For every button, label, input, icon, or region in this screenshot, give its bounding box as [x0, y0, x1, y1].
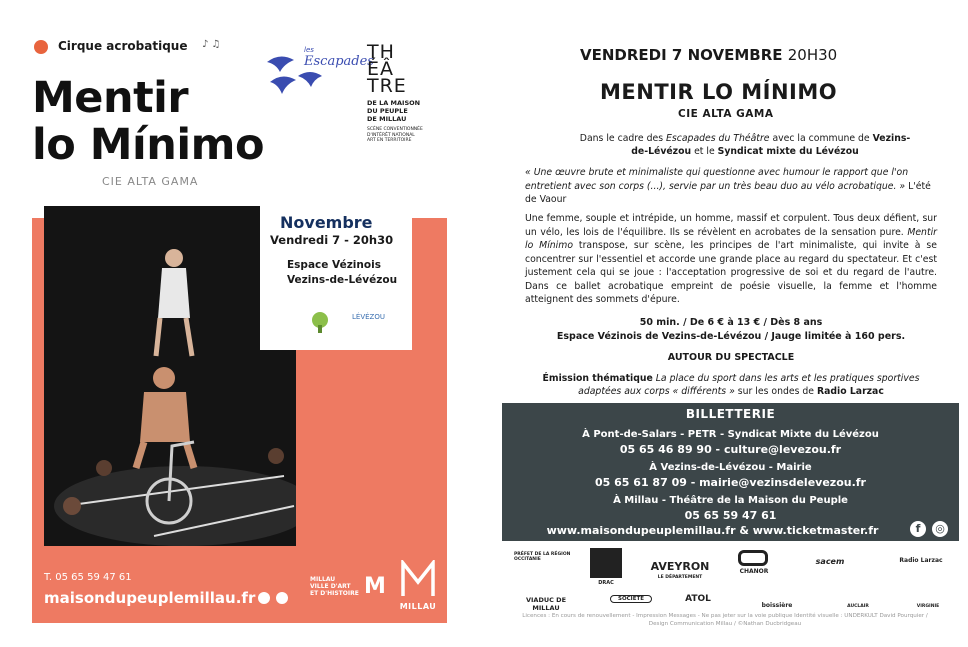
- sponsor-aveyron-sub: LE DÉPARTEMENT: [657, 575, 703, 580]
- sponsor-sacem: sacem: [815, 557, 845, 566]
- website-link[interactable]: maisondupeuplemillau.fr: [44, 589, 256, 607]
- event-date-text: VENDREDI 7 NOVEMBRE: [580, 46, 783, 64]
- facebook-icon[interactable]: f: [910, 521, 926, 537]
- body-part1: Une femme, souple et intrépide, un homme, massif et corpulent. Tous deux défient, sur un vélo, les lois de l'équilibre. Ils se révèlent en acrobates de la sensation pure.: [525, 213, 937, 238]
- ticketing-line6: 05 65 59 47 61: [684, 509, 777, 522]
- mvah-line1: MILLAU: [310, 576, 336, 583]
- emission-radio: Radio Larzac: [816, 386, 884, 397]
- sponsor-auclair: AUCLAIR: [847, 604, 869, 609]
- sponsor-drac-logo: [590, 548, 622, 578]
- emission-text: [525, 372, 937, 398]
- body-italic: Mentir lo Mínimo: [525, 226, 937, 251]
- emission-tail: sur les ondes de: [734, 386, 817, 397]
- theatre-logo-tiny3: ART EN TERRITOIRE: [367, 138, 412, 143]
- theatre-logo-sub3: DE MILLAU: [367, 115, 407, 123]
- mvah-letter: M: [364, 574, 386, 599]
- event-town: Vezins-de-Lévézou: [287, 274, 398, 286]
- mvah-line2: VILLE D'ART: [310, 583, 351, 590]
- ticketing-line1: À Pont-de-Salars - PETR - Syndicat Mixte du Lévézou: [582, 429, 879, 440]
- ticketing-line5: À Millau - Théâtre de la Maison du Peuple: [613, 495, 848, 506]
- cadre-syndicat: Syndicat mixte du Lévézou: [717, 146, 859, 157]
- left-flyer: [12, 30, 452, 630]
- meta-duration-price: 50 min. / De 6 € à 13 € / Dès 8 ans: [639, 317, 823, 328]
- sponsor-radio-larzac: Radio Larzac: [899, 557, 943, 564]
- ticketing-title: BILLETTERIE: [685, 407, 776, 421]
- theatre-logo: [367, 41, 427, 144]
- quote-text: « Une œuvre brute et minimaliste qui questionne avec humour le rapport que l'on entretient avec son corps (...), servie par un très beau duo au vélo acrobatique. »: [525, 167, 909, 192]
- category-label: Cirque acrobatique: [58, 39, 188, 53]
- emission-bold: Émission thématique: [542, 373, 653, 384]
- theatre-logo-line2: ÉÂ: [367, 58, 395, 80]
- theatre-logo-tiny1: SCÈNE CONVENTIONNÉE: [367, 127, 423, 132]
- quote-source: L'été de Vaour: [525, 180, 931, 205]
- contact-phone: T. 05 65 59 47 61: [44, 572, 132, 583]
- millau-city-logo: [396, 560, 440, 614]
- ticketing-panel: [502, 403, 959, 541]
- sponsor-societe: SOCIÉTÉ: [610, 595, 652, 603]
- instagram-icon[interactable]: [276, 592, 288, 604]
- cadre-commune: Vezins-de-Lévézou: [631, 133, 911, 157]
- ticketing-line2: 05 65 46 89 90 - culture@levezou.fr: [619, 443, 842, 456]
- sponsor-aveyron: AVEYRON: [650, 560, 710, 573]
- ticketing-line3: À Vezins-de-Lévézou - Mairie: [649, 462, 812, 473]
- cadre-and: et le: [691, 146, 718, 157]
- chanor-logo-icon: [738, 550, 768, 566]
- cadre-italic: Escapades du Théâtre: [666, 133, 770, 144]
- body-part2: transpose, sur scène, les principes de l'art minimaliste, qui invite à se concentrer sur l'essentiel et accorde une grande place au regard du spectateur. Et c'est justement cela qui se joue : l'acceptation progressive de soi et du regard de l'autre. Dans ce ballet acrobatique empreint de poésie visuelle, la femme et l'homme atteignent des sommets d'épure.: [525, 240, 937, 305]
- facebook-icon[interactable]: [258, 592, 270, 604]
- autour-heading: AUTOUR DU SPECTACLE: [667, 352, 795, 363]
- show-title-line1: Mentir: [32, 73, 189, 123]
- ticketing-line4: 05 65 61 87 09 - mairie@vezinsdelevezou.fr: [595, 476, 866, 489]
- theatre-logo-line3: TRE: [367, 75, 407, 97]
- vezins-logo-icon: [307, 309, 333, 335]
- show-description: [525, 212, 937, 307]
- millau-art-history-logo: [310, 572, 386, 606]
- escapades-logo-text: Escapades: [304, 54, 374, 69]
- show-title-right: MENTIR LO MÍNIMO: [600, 80, 838, 104]
- press-quote: [525, 166, 935, 207]
- ticketing-websites[interactable]: www.maisondupeuplemillau.fr & www.ticketmaster.fr: [546, 524, 879, 537]
- escapades-small: les: [304, 46, 314, 54]
- millau-label: MILLAU: [399, 602, 437, 611]
- company-name: CIE ALTA GAMA: [102, 175, 199, 188]
- event-month: Novembre: [280, 213, 373, 232]
- sponsor-atol: ATOL: [685, 594, 711, 604]
- millau-m-icon: [400, 560, 436, 598]
- sponsor-boissiere: boissière: [761, 602, 793, 609]
- event-venue: Espace Vézinois: [287, 259, 381, 271]
- theatre-logo-tiny2: D'INTÉRÊT NATIONAL: [367, 132, 415, 138]
- category-dot-icon: [34, 40, 48, 54]
- partnership-text: [575, 132, 915, 158]
- cadre-mid: avec la commune de: [769, 133, 873, 144]
- meta-venue-capacity: Espace Vézinois de Vezins-de-Lévézou / Jauge limitée à 160 pers.: [556, 330, 906, 342]
- cadre-prefix: Dans le cadre des: [579, 133, 667, 144]
- show-title-line2: lo Mínimo: [32, 120, 264, 170]
- theatre-logo-sub2: DU PEUPLE: [367, 107, 408, 115]
- company-name-right: CIE ALTA GAMA: [678, 108, 774, 120]
- show-meta: [525, 316, 937, 343]
- fine-print: Licences : En cours de renouvellement - Impression Messages - Ne pas jeter sur la voie publique Identité visuelle : UNDERKULT David Pourquier / Design Communication Millau / ©Nathan Ducbridgeau: [522, 613, 928, 627]
- category-note: ♪ ♫: [202, 39, 221, 50]
- theatre-logo-sub1: DE LA MAISON: [367, 99, 421, 107]
- theatre-logo-line1: TH: [367, 41, 395, 63]
- levezou-logo-text: LÉVÉZOU: [352, 313, 385, 321]
- acrobat-photo: [44, 206, 296, 546]
- instagram-icon[interactable]: ◎: [932, 521, 948, 537]
- event-date-heading: [580, 46, 837, 64]
- event-time-text: 20H30: [787, 46, 838, 64]
- emission-italic: La place du sport dans les arts et les pratiques sportives adaptées aux corps « différents »: [578, 373, 920, 397]
- sponsor-drac: DRAC: [598, 580, 614, 586]
- sponsor-chanor: CHANOR: [739, 568, 769, 575]
- mvah-line3: ET D'HISTOIRE: [310, 590, 359, 597]
- event-date: Vendredi 7 - 20h30: [270, 233, 394, 247]
- sponsor-virginie: VIRGINIE: [916, 604, 940, 609]
- sponsor-viaduc: VIADUC DE MILLAU: [525, 596, 567, 612]
- sponsor-prefet: PRÉFET DE LA RÉGION OCCITANIE: [514, 552, 571, 562]
